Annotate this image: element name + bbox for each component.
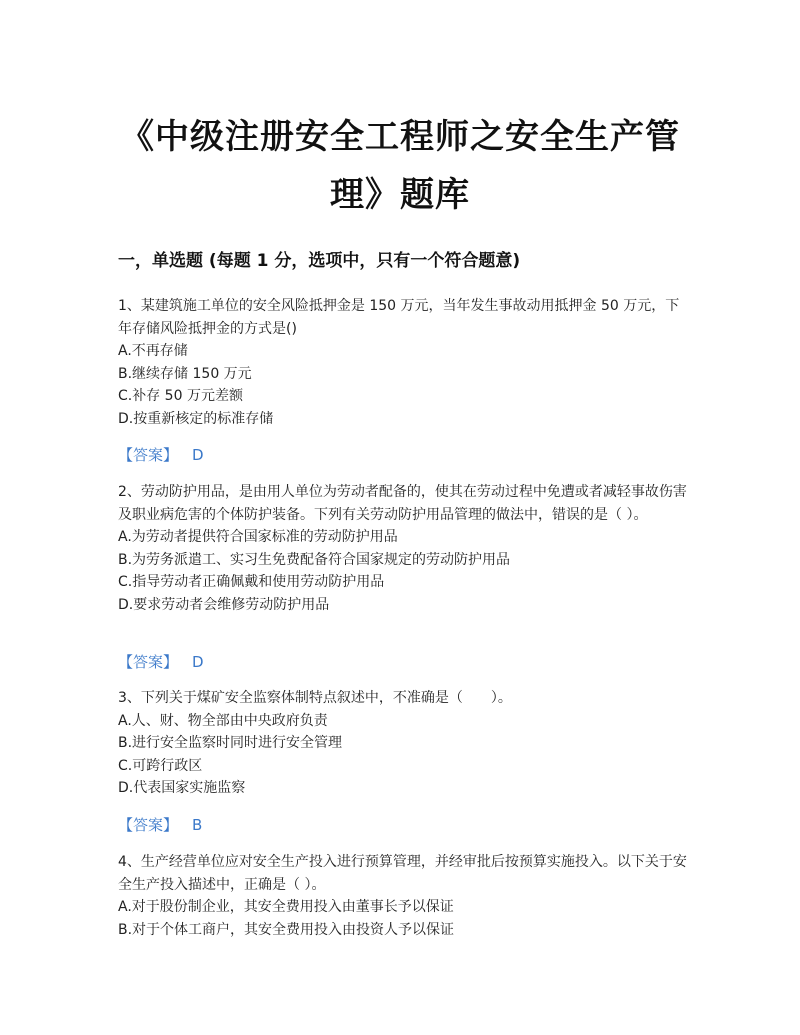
option-c: C.补存 50 万元差额 [118,388,243,404]
option-d: D.代表国家实施监察 [118,780,246,796]
answer-value: D [192,653,204,671]
question-3 [118,687,688,800]
answer-label: 【答案】 [118,653,179,671]
answer-value: B [192,816,203,834]
answer-1 [118,444,204,465]
option-c: C.指导劳动者正确佩戴和使用劳动防护用品 [118,574,385,590]
section-heading: 一，单选题 (每题 1 分，选项中，只有一个符合题意) [118,251,521,271]
option-a: A.为劳动者提供符合国家标准的劳动防护用品 [118,529,398,545]
answer-3 [118,814,202,835]
question-stem: 3、下列关于煤矿安全监察体制特点叙述中，不准确是（ ）。 [118,690,512,706]
option-c: C.可跨行政区 [118,757,203,774]
option-d: D.要求劳动者会维修劳动防护用品 [118,596,330,613]
question-stem: 4、生产经营单位应对安全生产投入进行预算管理，并经审批后按预算实施投入。以下关于安全生产投入描述中，正确是（ ）。 [118,854,687,893]
option-b: B.进行安全监察时同时进行安全管理 [118,735,343,751]
option-a: A.人、财、物全部由中央政府负责 [118,712,328,729]
question-2 [118,481,688,616]
question-stem: 1、某建筑施工单位的安全风险抵押金是 150 万元，当年发生事故动用抵押金 50 万元，下年存储风险抵押金的方式是() [118,298,680,337]
option-b: B.对于个体工商户，其安全费用投入由投资人予以保证 [118,921,455,938]
question-4 [118,851,688,941]
question-stem: 2、劳动防护用品，是由用人单位为劳动者配备的，使其在劳动过程中免遭或者减轻事故伤害 及职业病危害的个体防护装备。下列有关劳动防护用品管理的做法中，错误的是（ ）。 [118,484,687,523]
answer-label: 【答案】 [118,446,179,464]
answer-value: D [192,446,204,464]
answer-label: 【答案】 [118,816,179,834]
option-a: A.对于股份制企业，其安全费用投入由董事长予以保证 [118,899,454,915]
document-title [100,108,700,224]
option-b: B.为劳务派遣工、实习生免费配备符合国家规定的劳动防护用品 [118,551,511,568]
title-line-2: 理》题库 [330,175,470,215]
option-b: B.继续存储 150 万元 [118,365,252,382]
option-a: A.不再存储 [118,343,188,359]
option-d: D.按重新核定的标准存储 [118,410,274,427]
answer-2 [118,651,204,672]
question-1 [118,295,688,430]
title-line-1: 《中级注册安全工程师之安全生产管 [120,117,680,157]
